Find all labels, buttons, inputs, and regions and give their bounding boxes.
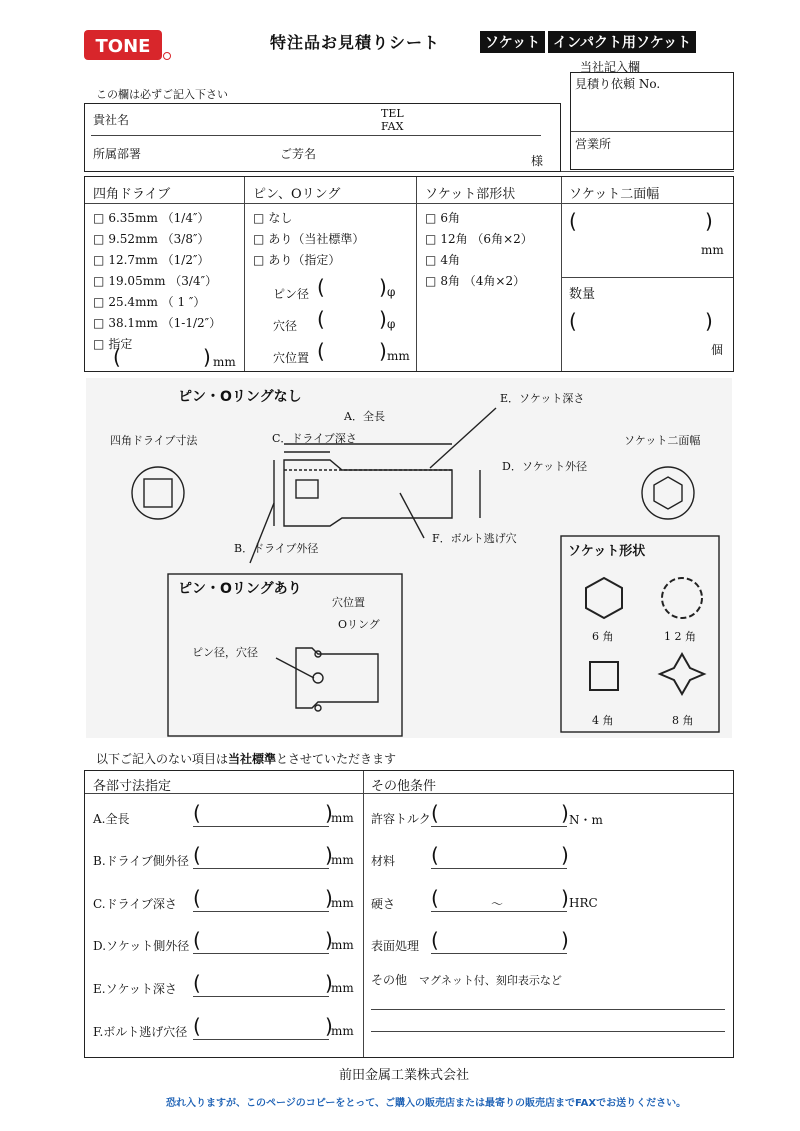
dim-F: F.ボルト逃げ穴径 (93, 1025, 188, 1039)
hole-dia-label: 穴径 (273, 319, 298, 333)
hardness-input[interactable] (431, 911, 567, 912)
internal-label: 当社記入欄 (580, 60, 641, 74)
misc-input-line-1[interactable] (371, 1009, 725, 1010)
pin-hole-label: ピン径，穴径 (192, 646, 258, 659)
pin-option-custom[interactable]: □ あり（指定） (253, 250, 364, 271)
dim-E: E.ソケット深さ (93, 982, 177, 996)
pin-options (253, 208, 364, 271)
shape-option-12[interactable]: □ 12角 （6角×2） (425, 229, 533, 250)
category-tag-socket: ソケット (480, 31, 545, 53)
dim-C: C.ドライブ深さ (93, 897, 177, 911)
customer-box (84, 103, 561, 172)
dim-C-input[interactable] (193, 911, 329, 912)
internal-box (570, 72, 734, 170)
drive-option-1[interactable]: □ 6.35mm （1/4″） (93, 208, 221, 229)
company-field[interactable] (91, 135, 541, 136)
dim-D-input[interactable] (193, 953, 329, 954)
office-label: 営業所 (575, 137, 612, 151)
header-drive: 四角ドライブ (93, 187, 171, 202)
header-pin: ピン、Oリング (253, 187, 341, 202)
misc-hint: マグネット付、刻印表示など (419, 974, 562, 987)
shape-label-12: 1 2 角 (664, 630, 696, 643)
other-header: その他条件 (371, 779, 437, 794)
shape-options (425, 208, 533, 292)
oring-label: Oリング (338, 618, 380, 631)
drive-unit: mm (213, 355, 236, 369)
dim-E-input[interactable] (193, 996, 329, 997)
surface-label: 表面処理 (371, 939, 420, 953)
dim-B: B.ドライブ側外径 (93, 854, 189, 868)
shape-option-6[interactable]: □ 6角 (425, 208, 533, 229)
hole-position-label: 穴位置 (332, 596, 365, 609)
torque-input[interactable] (431, 826, 567, 827)
surface-input[interactable] (431, 953, 567, 954)
page-title: 特注品お見積りシート (270, 33, 441, 52)
pin-option-standard[interactable]: □ あり（当社標準） (253, 229, 364, 250)
torque-label: 許容トルク (371, 812, 431, 826)
shape-label-4: 4 角 (592, 714, 614, 727)
label-F: F．ボルト逃げ穴 (432, 532, 517, 545)
material-input[interactable] (431, 868, 567, 869)
quote-no-label: 見積り依頼 No. (575, 77, 661, 91)
shape-label-8: 8 角 (672, 714, 694, 727)
drive-options (93, 208, 221, 355)
dim-B-input[interactable] (193, 868, 329, 869)
dims-header: 各部寸法指定 (93, 779, 172, 794)
header-shape: ソケット部形状 (425, 187, 516, 202)
name-label: ご芳名 (280, 147, 317, 161)
logo-text: TONE (95, 36, 151, 57)
misc-input-line-2[interactable] (371, 1031, 725, 1032)
dim-A: A.全長 (93, 812, 130, 826)
drive-option-2[interactable]: □ 9.52mm （3/8″） (93, 229, 221, 250)
required-note: この欄は必ずご記入下さい (96, 88, 228, 101)
label-B: B．ドライブ外径 (234, 542, 319, 555)
technical-drawing (86, 378, 732, 738)
shape-title: ソケット形状 (568, 544, 646, 559)
dim-A-input[interactable] (193, 826, 329, 827)
label-C: C．ドライブ深さ (272, 432, 357, 445)
misc-label: その他 (371, 973, 408, 987)
shape-label-6: 6 角 (592, 630, 614, 643)
company-label: 貴社名 (93, 113, 130, 127)
socket-width-label: ソケット二面幅 (624, 434, 701, 447)
honorific: 様 (531, 154, 544, 168)
drive-option-6[interactable]: □ 38.1mm （1-1/2″） (93, 313, 221, 334)
pin-option-none[interactable]: □ なし (253, 208, 364, 229)
qty-unit: 個 (711, 343, 724, 357)
pin-dia-label: ピン径 (273, 287, 310, 301)
drive-option-5[interactable]: □ 25.4mm （ 1 ″） (93, 292, 221, 313)
qty-label: 数量 (569, 287, 596, 302)
department-label: 所属部署 (93, 147, 142, 161)
width-unit: mm (701, 243, 724, 257)
drive-option-4[interactable]: □ 19.05mm （3/4″） (93, 271, 221, 292)
drive-option-custom[interactable]: □ 指定 (93, 334, 221, 355)
drawing-title-pin: ピン・Oリングあり (178, 581, 302, 597)
hardness-label: 硬さ (371, 897, 396, 911)
spec-box: 四角ドライブ ピン、Oリング ソケット部形状 ソケット二面幅 □ 6.35mm （1/4″） □ 9.52mm （3/8″） □ 12.7mm （1/2″） □ 19.05mm （3/4″） □ 25.4mm （ 1 ″） □ 38.1mm （1-1/2″） □ 指定 ( ) mm □ なし □ あり（当社標準） □ あり（指定） ピン径 ( ) φ 穴径 ( ) φ 穴位置 ( ) mm □ 6角 □ 12角 （6角×2） □ 4角 □ 8角 （4角×2） ( ) mm 数量 ( ) 個 (84, 176, 734, 372)
label-D: D．ソケット外径 (502, 460, 588, 473)
shape-option-8[interactable]: □ 8角 （4角×2） (425, 271, 533, 292)
label-E: E．ソケット深さ (500, 392, 585, 405)
fax-label: FAX (381, 120, 404, 133)
square-drive-label: 四角ドライブ寸法 (110, 434, 198, 447)
dim-D: D.ソケット側外径 (93, 939, 190, 953)
shape-option-4[interactable]: □ 4角 (425, 250, 533, 271)
tone-logo (84, 30, 172, 62)
company-name: 前田金属工業株式会社 (339, 1068, 470, 1083)
header-width: ソケット二面幅 (569, 187, 660, 202)
drive-option-3[interactable]: □ 12.7mm （1/2″） (93, 250, 221, 271)
material-label: 材料 (371, 854, 396, 868)
dims-box: 各部寸法指定 その他条件 A.全長 B.ドライブ側外径 C.ドライブ深さ D.ソケット側外径 E.ソケット深さ F.ボルト逃げ穴径 ( ) mm ( ) mm ( ) mm ( ) mm ( ) mm ( ) mm 許容トルク ( ) N・m 材料 ( ) 硬さ ( ) ～ HRC 表面処理 ( ) その他 マグネット付、刻印表示など (84, 770, 734, 1058)
dim-F-input[interactable] (193, 1039, 329, 1040)
tel-label: TEL (381, 107, 404, 120)
drawing-title-no-pin: ピン・Oリングなし (178, 389, 302, 405)
hole-pos-label: 穴位置 (273, 351, 310, 365)
category-tag-impact: インパクト用ソケット (548, 31, 696, 53)
fax-note: 恐れ入りますが、このページのコピーをとって、ご購入の販売店または最寄りの販売店までFAXでお送りください。 (166, 1098, 687, 1109)
standard-note: 以下ご記入のない項目は当社標準とさせていただきます (96, 752, 397, 766)
label-A: A．全長 (344, 410, 385, 423)
